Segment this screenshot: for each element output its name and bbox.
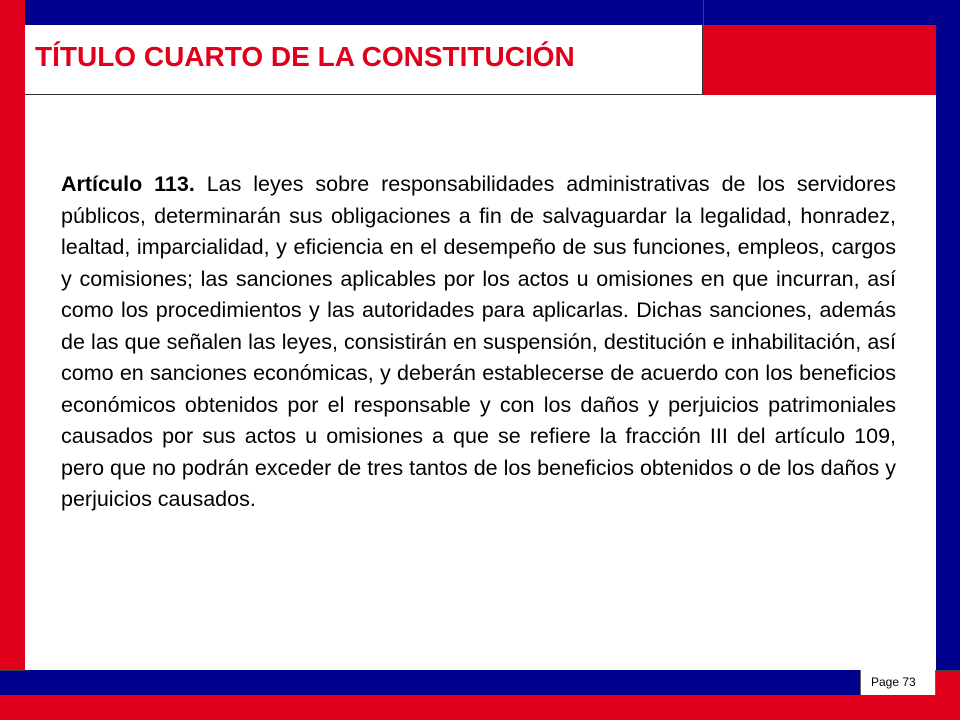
frame-top-navy-bar <box>25 0 960 25</box>
frame-divider <box>0 95 25 96</box>
slide-title: TÍTULO CUARTO DE LA CONSTITUCIÓN <box>35 41 575 72</box>
page-number-box <box>860 670 936 695</box>
frame-left-red-bar <box>0 95 25 670</box>
frame-top-right-red <box>703 25 936 95</box>
article-label: Artículo 113. <box>61 172 195 196</box>
frame-bottom-left-corner <box>0 670 25 695</box>
frame-divider <box>0 670 25 671</box>
page-number: Page 73 <box>871 675 916 689</box>
title-box <box>25 25 703 95</box>
frame-divider <box>703 0 704 25</box>
frame-bottom-navy-bar <box>25 670 936 695</box>
frame-divider <box>936 670 960 671</box>
frame-bottom-right-corner <box>936 670 960 695</box>
frame-right-navy-bar <box>936 25 960 670</box>
article-paragraph <box>61 169 896 516</box>
article-text: Las leyes sobre responsabilidades administrativas de los servidores públicos, determinarán sus obligaciones a fin de salvaguardar la legalidad, honradez, lealtad, imparcialidad, y eficiencia en el desempeño de sus funciones, empleos, cargos y comisiones; las sanciones aplicables por los actos u omisiones en que incurran, así como los procedimientos y las autoridades para aplicarlas. Dichas sanciones, además de las que señalen las leyes, consistirán en suspensión, destitución e inhabilitación, así como en sanciones económicas, y deberán establecerse de acuerdo con los beneficios económicos obtenidos por el responsable y con los daños y perjuicios patrimoniales causados por sus actos u omisiones a que se refiere la fracción III del artículo 109, pero que no podrán exceder de tres tantos de los beneficios obtenidos o de los daños y perjuicios causados. <box>61 172 896 511</box>
frame-bottom-red-bar <box>0 695 960 720</box>
frame-top-left-red <box>0 0 25 95</box>
